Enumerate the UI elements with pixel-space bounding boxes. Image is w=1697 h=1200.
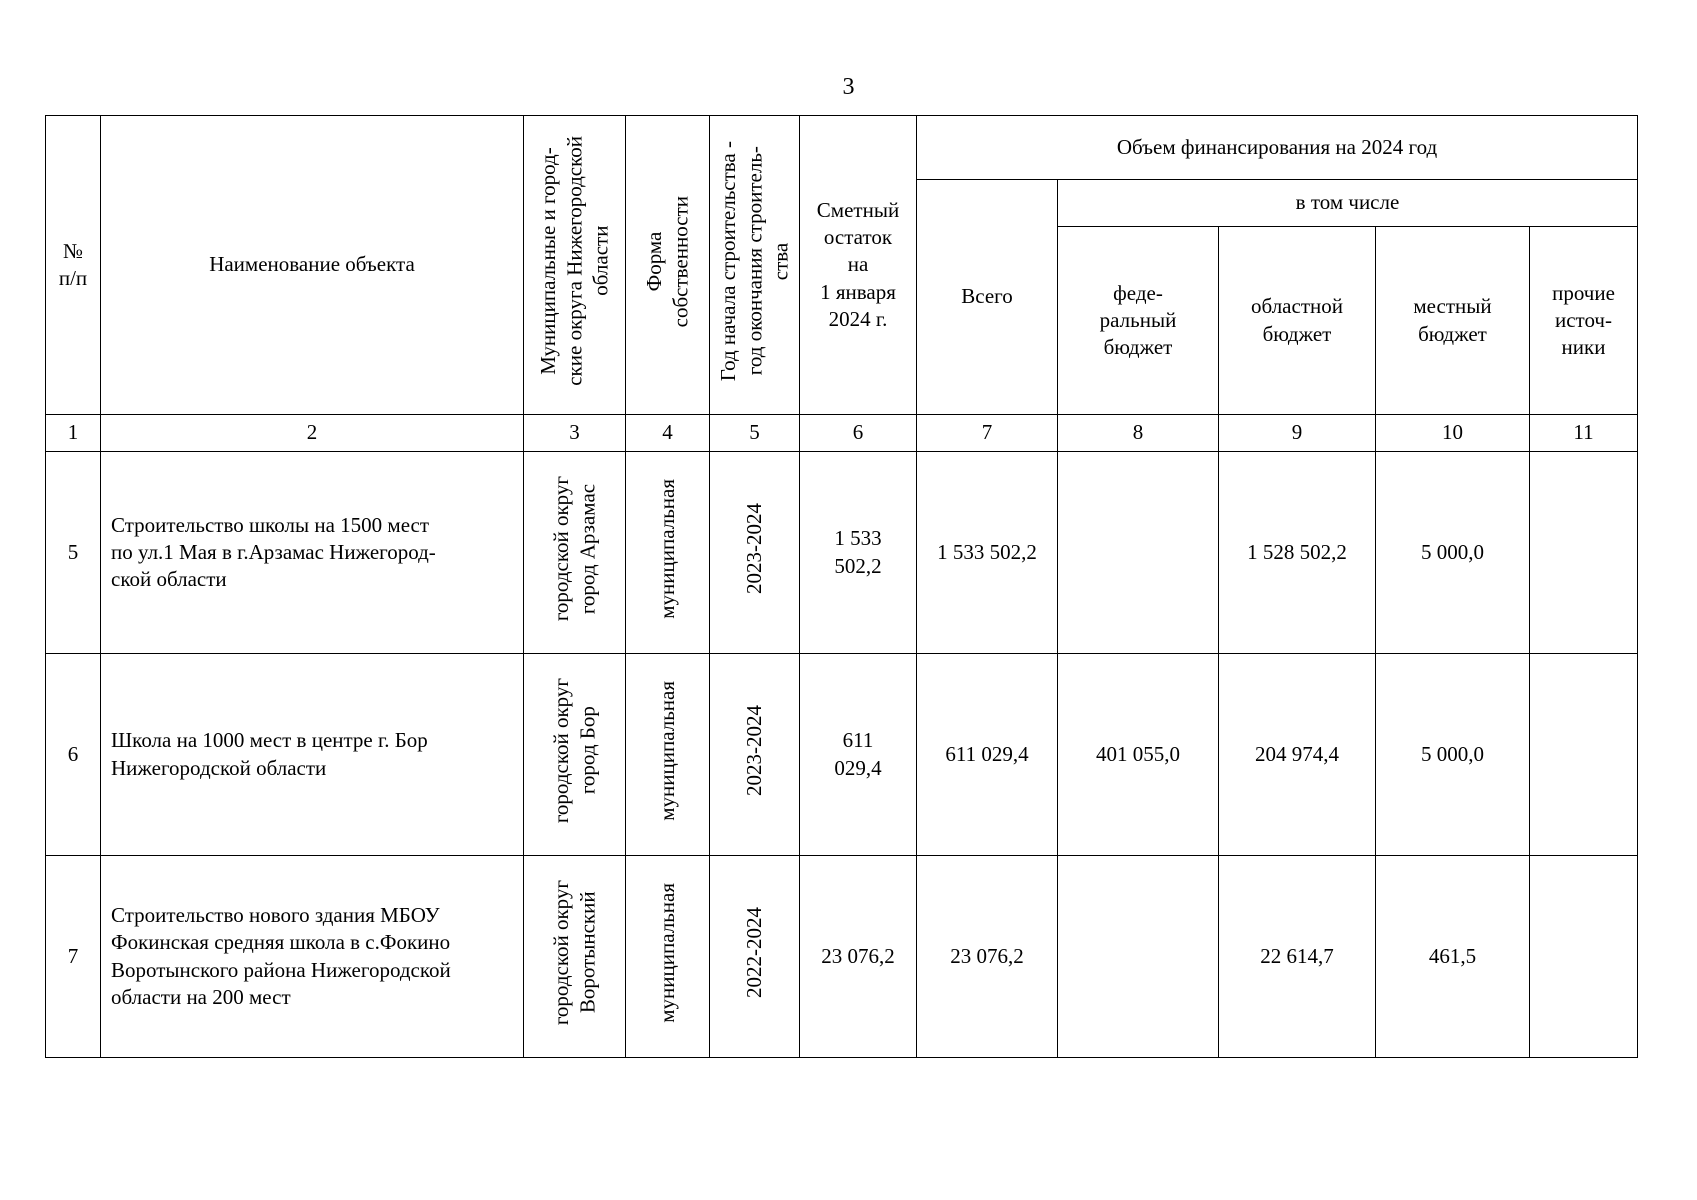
row-remainder: 1 533 502,2 [800, 452, 917, 654]
header-municipality: Муниципальные и город- ские округа Нижегородской области [524, 116, 626, 415]
row-other [1530, 654, 1638, 856]
table-row [46, 856, 1638, 1058]
row-total: 1 533 502,2 [917, 452, 1058, 654]
row-total: 23 076,2 [917, 856, 1058, 1058]
header-federal: феде- ральный бюджет [1058, 227, 1219, 415]
header-years: Год начала строительства - год окончания строитель- ства [710, 116, 800, 415]
column-number: 10 [1376, 415, 1530, 452]
row-name: Строительство нового здания МБОУ Фокинская средняя школа в с.Фокино Воротынского района Нижегородской области на 200 мест [101, 856, 524, 1058]
row-local: 461,5 [1376, 856, 1530, 1058]
column-number: 9 [1219, 415, 1376, 452]
row-municipality: городской округ Воротынский [524, 856, 626, 1058]
row-ownership: муниципальная [626, 856, 710, 1058]
row-years: 2023-2024 [710, 654, 800, 856]
column-number: 3 [524, 415, 626, 452]
row-federal [1058, 856, 1219, 1058]
row-num: 5 [46, 452, 101, 654]
row-ownership: муниципальная [626, 452, 710, 654]
row-other [1530, 856, 1638, 1058]
column-number-row [46, 415, 1638, 452]
column-number: 2 [101, 415, 524, 452]
column-number: 7 [917, 415, 1058, 452]
header-regional: областной бюджет [1219, 227, 1376, 415]
financing-table [45, 115, 1638, 1058]
column-number: 11 [1530, 415, 1638, 452]
row-municipality: городской округ город Арзамас [524, 452, 626, 654]
header-num: № п/п [46, 116, 101, 415]
row-total: 611 029,4 [917, 654, 1058, 856]
row-ownership: муниципальная [626, 654, 710, 856]
column-number: 5 [710, 415, 800, 452]
page-number: 3 [842, 74, 855, 100]
row-federal: 401 055,0 [1058, 654, 1219, 856]
row-remainder: 611 029,4 [800, 654, 917, 856]
column-number: 1 [46, 415, 101, 452]
row-regional: 204 974,4 [1219, 654, 1376, 856]
row-num: 6 [46, 654, 101, 856]
header-total: Всего [917, 180, 1058, 415]
header-row-1 [46, 116, 1638, 180]
header-name: Наименование объекта [101, 116, 524, 415]
column-number: 6 [800, 415, 917, 452]
row-remainder: 23 076,2 [800, 856, 917, 1058]
row-other [1530, 452, 1638, 654]
header-including: в том числе [1058, 180, 1638, 227]
table-row [46, 452, 1638, 654]
row-municipality: городской округ город Бор [524, 654, 626, 856]
row-years: 2022-2024 [710, 856, 800, 1058]
header-remainder: Сметный остаток на 1 января 2024 г. [800, 116, 917, 415]
column-number: 4 [626, 415, 710, 452]
row-federal [1058, 452, 1219, 654]
header-other: прочие источ- ники [1530, 227, 1638, 415]
row-regional: 1 528 502,2 [1219, 452, 1376, 654]
header-financing: Объем финансирования на 2024 год [917, 116, 1638, 180]
row-name: Строительство школы на 1500 мест по ул.1 Мая в г.Арзамас Нижегород- ской области [101, 452, 524, 654]
table-row [46, 654, 1638, 856]
header-local: местный бюджет [1376, 227, 1530, 415]
row-local: 5 000,0 [1376, 654, 1530, 856]
row-local: 5 000,0 [1376, 452, 1530, 654]
row-years: 2023-2024 [710, 452, 800, 654]
row-name: Школа на 1000 мест в центре г. Бор Нижегородской области [101, 654, 524, 856]
row-regional: 22 614,7 [1219, 856, 1376, 1058]
row-num: 7 [46, 856, 101, 1058]
header-ownership: Форма собственности [626, 116, 710, 415]
column-number: 8 [1058, 415, 1219, 452]
